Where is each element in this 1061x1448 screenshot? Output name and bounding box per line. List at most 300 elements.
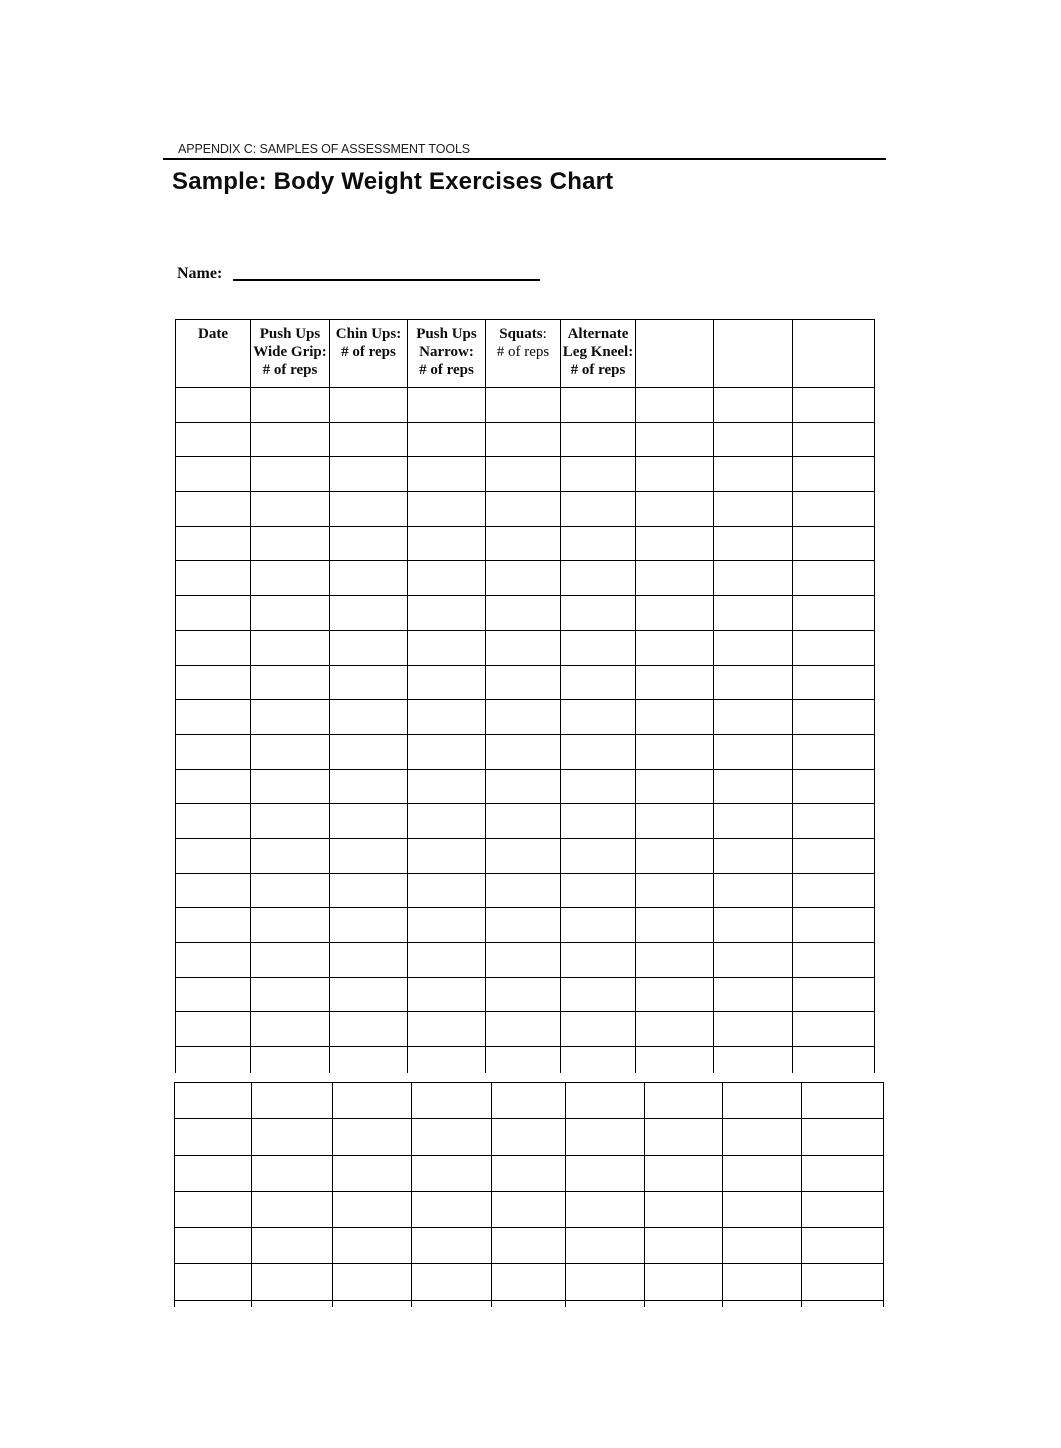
table-cell — [176, 388, 251, 423]
table-cell — [561, 388, 636, 423]
table-cell — [714, 734, 793, 769]
table-cell — [714, 1012, 793, 1047]
table-cell — [408, 596, 486, 631]
table-row — [176, 561, 875, 596]
table-cell — [636, 388, 714, 423]
table-cell — [330, 873, 408, 908]
table-cell — [486, 422, 561, 457]
table-row — [176, 943, 875, 978]
table-row — [176, 665, 875, 700]
table-cell — [793, 734, 875, 769]
table-cell — [333, 1155, 412, 1191]
table-cell — [636, 492, 714, 527]
table-cell — [330, 561, 408, 596]
table-cell — [566, 1191, 645, 1227]
table-cell — [486, 665, 561, 700]
table-cell — [408, 492, 486, 527]
table-cell — [636, 700, 714, 735]
table-cell — [408, 561, 486, 596]
table-cell — [251, 1047, 330, 1073]
table-row — [175, 1083, 884, 1119]
table-cell — [175, 1083, 252, 1119]
table-cell — [333, 1264, 412, 1300]
table-cell — [252, 1228, 333, 1264]
table-cell — [330, 1012, 408, 1047]
table-cell — [802, 1191, 884, 1227]
table-cell — [412, 1264, 492, 1300]
table-row — [176, 492, 875, 527]
table-cell — [723, 1228, 802, 1264]
table-cell — [408, 769, 486, 804]
table-cell — [330, 977, 408, 1012]
table-row — [176, 1012, 875, 1047]
table-cell — [636, 422, 714, 457]
table-cell — [561, 457, 636, 492]
table-cell — [714, 700, 793, 735]
table-cell — [486, 804, 561, 839]
table-cell — [486, 943, 561, 978]
table-cell — [176, 1047, 251, 1073]
table-cell — [492, 1264, 566, 1300]
table-cell — [252, 1119, 333, 1155]
table-cell — [252, 1155, 333, 1191]
bottom-stub-row — [175, 1300, 884, 1307]
table-cell — [714, 908, 793, 943]
table-cell — [793, 804, 875, 839]
appendix-header: APPENDIX C: SAMPLES OF ASSESSMENT TOOLS — [178, 142, 471, 156]
table-cell — [636, 769, 714, 804]
header-line: # of reps — [262, 362, 318, 378]
table-cell — [645, 1083, 723, 1119]
table-cell — [486, 769, 561, 804]
table-row — [175, 1264, 884, 1300]
table-cell — [251, 769, 330, 804]
header-cell-chin-ups — [330, 320, 408, 388]
table-cell — [636, 804, 714, 839]
body-weight-exercises-table-main — [175, 319, 875, 1073]
table-cell — [793, 977, 875, 1012]
table-row — [175, 1155, 884, 1191]
table-cell — [793, 492, 875, 527]
table-cell — [486, 700, 561, 735]
table-cell — [714, 977, 793, 1012]
table-cell — [251, 665, 330, 700]
table-cell — [251, 422, 330, 457]
table-row — [176, 700, 875, 735]
table-cell — [251, 492, 330, 527]
table-cell — [251, 596, 330, 631]
table-cell — [333, 1228, 412, 1264]
table-cell — [492, 1119, 566, 1155]
table-cell — [723, 1083, 802, 1119]
table-cell — [645, 1228, 723, 1264]
table-cell — [330, 492, 408, 527]
table-cell — [802, 1300, 884, 1307]
table-cell — [412, 1191, 492, 1227]
table-cell — [486, 596, 561, 631]
table-cell — [802, 1228, 884, 1264]
table-row — [176, 630, 875, 665]
table-cell — [486, 388, 561, 423]
clipped-partial-row — [176, 1047, 875, 1073]
table-cell — [330, 908, 408, 943]
table-cell — [412, 1155, 492, 1191]
table-cell — [176, 977, 251, 1012]
table-cell — [330, 422, 408, 457]
table-cell — [333, 1300, 412, 1307]
table-cell — [408, 457, 486, 492]
table-cell — [486, 908, 561, 943]
table-cell — [251, 526, 330, 561]
table-cell — [714, 873, 793, 908]
table-row — [176, 908, 875, 943]
table-cell — [636, 596, 714, 631]
table-cell — [330, 596, 408, 631]
table-cell — [793, 908, 875, 943]
table-cell — [408, 977, 486, 1012]
table-cell — [176, 492, 251, 527]
table-cell — [408, 873, 486, 908]
table-cell — [176, 734, 251, 769]
table-cell — [486, 561, 561, 596]
header-line: Squats: — [499, 326, 547, 342]
table-cell — [330, 769, 408, 804]
header-line: Push Ups — [416, 326, 477, 342]
table-row — [176, 526, 875, 561]
table-row — [176, 596, 875, 631]
table-cell — [793, 1047, 875, 1073]
table-row — [176, 388, 875, 423]
table-cell — [412, 1119, 492, 1155]
table-cell — [714, 943, 793, 978]
table-cell — [408, 908, 486, 943]
table-cell — [330, 1047, 408, 1073]
table-header-row — [176, 320, 875, 388]
table-cell — [714, 1047, 793, 1073]
header-line: # of reps — [341, 344, 396, 360]
table-cell — [175, 1264, 252, 1300]
table-cell — [176, 838, 251, 873]
table-cell — [636, 734, 714, 769]
table-cell — [561, 596, 636, 631]
table-cell — [636, 977, 714, 1012]
table-cell — [251, 561, 330, 596]
table-cell — [793, 1012, 875, 1047]
table-cell — [566, 1119, 645, 1155]
table-row — [175, 1191, 884, 1227]
table-cell — [251, 804, 330, 839]
table-cell — [636, 526, 714, 561]
table-cell — [723, 1155, 802, 1191]
table-cell — [561, 1047, 636, 1073]
header-cell-extra-2 — [714, 320, 793, 388]
table-cell — [330, 526, 408, 561]
table-cell — [330, 838, 408, 873]
table-cell — [636, 665, 714, 700]
table-cell — [175, 1228, 252, 1264]
table-cell — [486, 457, 561, 492]
table-cell — [793, 526, 875, 561]
header-line: Leg Kneel: — [562, 344, 634, 360]
name-fill-in-line — [233, 279, 540, 281]
table-cell — [793, 561, 875, 596]
table-cell — [636, 943, 714, 978]
table-cell — [793, 838, 875, 873]
table-cell — [561, 804, 636, 839]
table-cell — [330, 734, 408, 769]
table-cell — [561, 700, 636, 735]
table-cell — [251, 1012, 330, 1047]
table-cell — [251, 700, 330, 735]
table-cell — [330, 388, 408, 423]
table-cell — [714, 838, 793, 873]
table-cell — [408, 1012, 486, 1047]
table-cell — [802, 1155, 884, 1191]
header-line: # of reps — [419, 362, 474, 378]
table-cell — [561, 977, 636, 1012]
table-cell — [176, 526, 251, 561]
table-cell — [330, 457, 408, 492]
header-line: Date — [198, 326, 228, 342]
table-cell — [714, 388, 793, 423]
table-cell — [561, 561, 636, 596]
table-cell — [486, 873, 561, 908]
table-cell — [561, 422, 636, 457]
table-cell — [723, 1300, 802, 1307]
table-cell — [251, 734, 330, 769]
table-cell — [561, 492, 636, 527]
table-cell — [714, 492, 793, 527]
table-cell — [636, 630, 714, 665]
table-cell — [412, 1228, 492, 1264]
table-cell — [793, 388, 875, 423]
table-cell — [412, 1300, 492, 1307]
table-cell — [793, 769, 875, 804]
table-cell — [645, 1155, 723, 1191]
header-cell-alternate-leg-kneel — [561, 320, 636, 388]
table-cell — [714, 665, 793, 700]
table-row — [176, 873, 875, 908]
table-cell — [802, 1119, 884, 1155]
table-cell — [793, 943, 875, 978]
table-cell — [176, 422, 251, 457]
table-row — [176, 457, 875, 492]
table-cell — [176, 943, 251, 978]
continuation-table-body — [175, 1083, 884, 1308]
table-cell — [251, 977, 330, 1012]
table-cell — [176, 908, 251, 943]
table-cell — [408, 388, 486, 423]
table-cell — [793, 422, 875, 457]
table-cell — [492, 1191, 566, 1227]
table-cell — [176, 873, 251, 908]
table-cell — [561, 838, 636, 873]
table-cell — [333, 1191, 412, 1227]
table-cell — [723, 1119, 802, 1155]
table-row — [175, 1119, 884, 1155]
table-cell — [408, 630, 486, 665]
table-cell — [561, 1012, 636, 1047]
table-cell — [561, 665, 636, 700]
table-cell — [636, 1047, 714, 1073]
table-cell — [408, 700, 486, 735]
table-cell — [645, 1119, 723, 1155]
table-cell — [793, 457, 875, 492]
table-cell — [714, 804, 793, 839]
table-cell — [252, 1264, 333, 1300]
body-weight-exercises-table-continuation — [174, 1082, 884, 1307]
table-cell — [175, 1300, 252, 1307]
table-cell — [412, 1083, 492, 1119]
header-cell-extra-3 — [793, 320, 875, 388]
table-cell — [408, 734, 486, 769]
header-line: Alternate — [567, 326, 629, 342]
table-cell — [408, 665, 486, 700]
table-cell — [714, 457, 793, 492]
table-cell — [561, 630, 636, 665]
table-cell — [492, 1083, 566, 1119]
header-line: # of reps — [496, 344, 550, 360]
table-cell — [176, 596, 251, 631]
table-cell — [723, 1191, 802, 1227]
table-cell — [793, 596, 875, 631]
table-cell — [561, 526, 636, 561]
table-cell — [251, 838, 330, 873]
main-table-header — [176, 320, 875, 388]
table-cell — [176, 769, 251, 804]
table-row — [176, 769, 875, 804]
table-cell — [486, 526, 561, 561]
table-row — [176, 422, 875, 457]
table-cell — [251, 457, 330, 492]
header-cell-extra-1 — [636, 320, 714, 388]
table-row — [176, 838, 875, 873]
table-cell — [714, 630, 793, 665]
table-cell — [408, 804, 486, 839]
table-cell — [561, 908, 636, 943]
table-cell — [486, 1047, 561, 1073]
table-cell — [645, 1264, 723, 1300]
table-cell — [408, 943, 486, 978]
main-table-body — [176, 388, 875, 1073]
table-cell — [330, 665, 408, 700]
table-cell — [492, 1300, 566, 1307]
table-cell — [486, 492, 561, 527]
table-cell — [793, 873, 875, 908]
table-cell — [333, 1083, 412, 1119]
table-cell — [645, 1191, 723, 1227]
table-cell — [333, 1119, 412, 1155]
table-cell — [636, 838, 714, 873]
header-line: Narrow: — [419, 344, 474, 360]
table-cell — [561, 769, 636, 804]
table-cell — [645, 1300, 723, 1307]
table-cell — [793, 665, 875, 700]
table-cell — [636, 561, 714, 596]
table-cell — [714, 769, 793, 804]
header-line: Chin Ups: — [335, 326, 402, 342]
table-cell — [251, 630, 330, 665]
table-cell — [251, 908, 330, 943]
table-cell — [175, 1119, 252, 1155]
table-cell — [330, 630, 408, 665]
table-cell — [176, 457, 251, 492]
table-cell — [714, 561, 793, 596]
table-cell — [714, 422, 793, 457]
table-cell — [330, 804, 408, 839]
header-cell-squats — [486, 320, 561, 388]
table-cell — [566, 1300, 645, 1307]
header-line: Push Ups — [259, 326, 321, 342]
table-cell — [408, 526, 486, 561]
table-cell — [566, 1264, 645, 1300]
page-title: Sample: Body Weight Exercises Chart — [172, 168, 614, 195]
table-cell — [252, 1191, 333, 1227]
table-cell — [566, 1083, 645, 1119]
table-cell — [636, 873, 714, 908]
table-cell — [330, 700, 408, 735]
table-cell — [636, 908, 714, 943]
table-cell — [636, 1012, 714, 1047]
table-row — [175, 1228, 884, 1264]
table-cell — [561, 873, 636, 908]
header-rule-divider — [163, 158, 886, 160]
table-cell — [714, 596, 793, 631]
table-cell — [251, 388, 330, 423]
table-cell — [176, 665, 251, 700]
table-cell — [252, 1083, 333, 1119]
table-cell — [486, 838, 561, 873]
table-cell — [561, 734, 636, 769]
table-row — [176, 734, 875, 769]
table-cell — [175, 1155, 252, 1191]
header-cell-date — [176, 320, 251, 388]
table-cell — [486, 977, 561, 1012]
table-cell — [408, 838, 486, 873]
table-cell — [176, 630, 251, 665]
table-cell — [176, 804, 251, 839]
name-label: Name: — [177, 265, 223, 282]
table-row — [176, 804, 875, 839]
table-cell — [802, 1264, 884, 1300]
table-cell — [251, 943, 330, 978]
table-cell — [252, 1300, 333, 1307]
header-line: # of reps — [570, 362, 626, 378]
table-cell — [251, 873, 330, 908]
table-cell — [175, 1191, 252, 1227]
table-cell — [566, 1155, 645, 1191]
table-cell — [408, 422, 486, 457]
table-cell — [176, 700, 251, 735]
table-cell — [566, 1228, 645, 1264]
table-cell — [408, 1047, 486, 1073]
table-cell — [486, 1012, 561, 1047]
table-cell — [486, 630, 561, 665]
table-cell — [793, 630, 875, 665]
table-row — [176, 977, 875, 1012]
header-cell-push-ups-narrow — [408, 320, 486, 388]
table-cell — [714, 526, 793, 561]
header-line: Wide Grip: — [253, 344, 327, 360]
header-cell-push-ups-wide-grip — [251, 320, 330, 388]
table-cell — [561, 943, 636, 978]
table-cell — [330, 943, 408, 978]
table-cell — [176, 561, 251, 596]
table-cell — [636, 457, 714, 492]
table-cell — [486, 734, 561, 769]
table-cell — [176, 1012, 251, 1047]
table-cell — [793, 700, 875, 735]
